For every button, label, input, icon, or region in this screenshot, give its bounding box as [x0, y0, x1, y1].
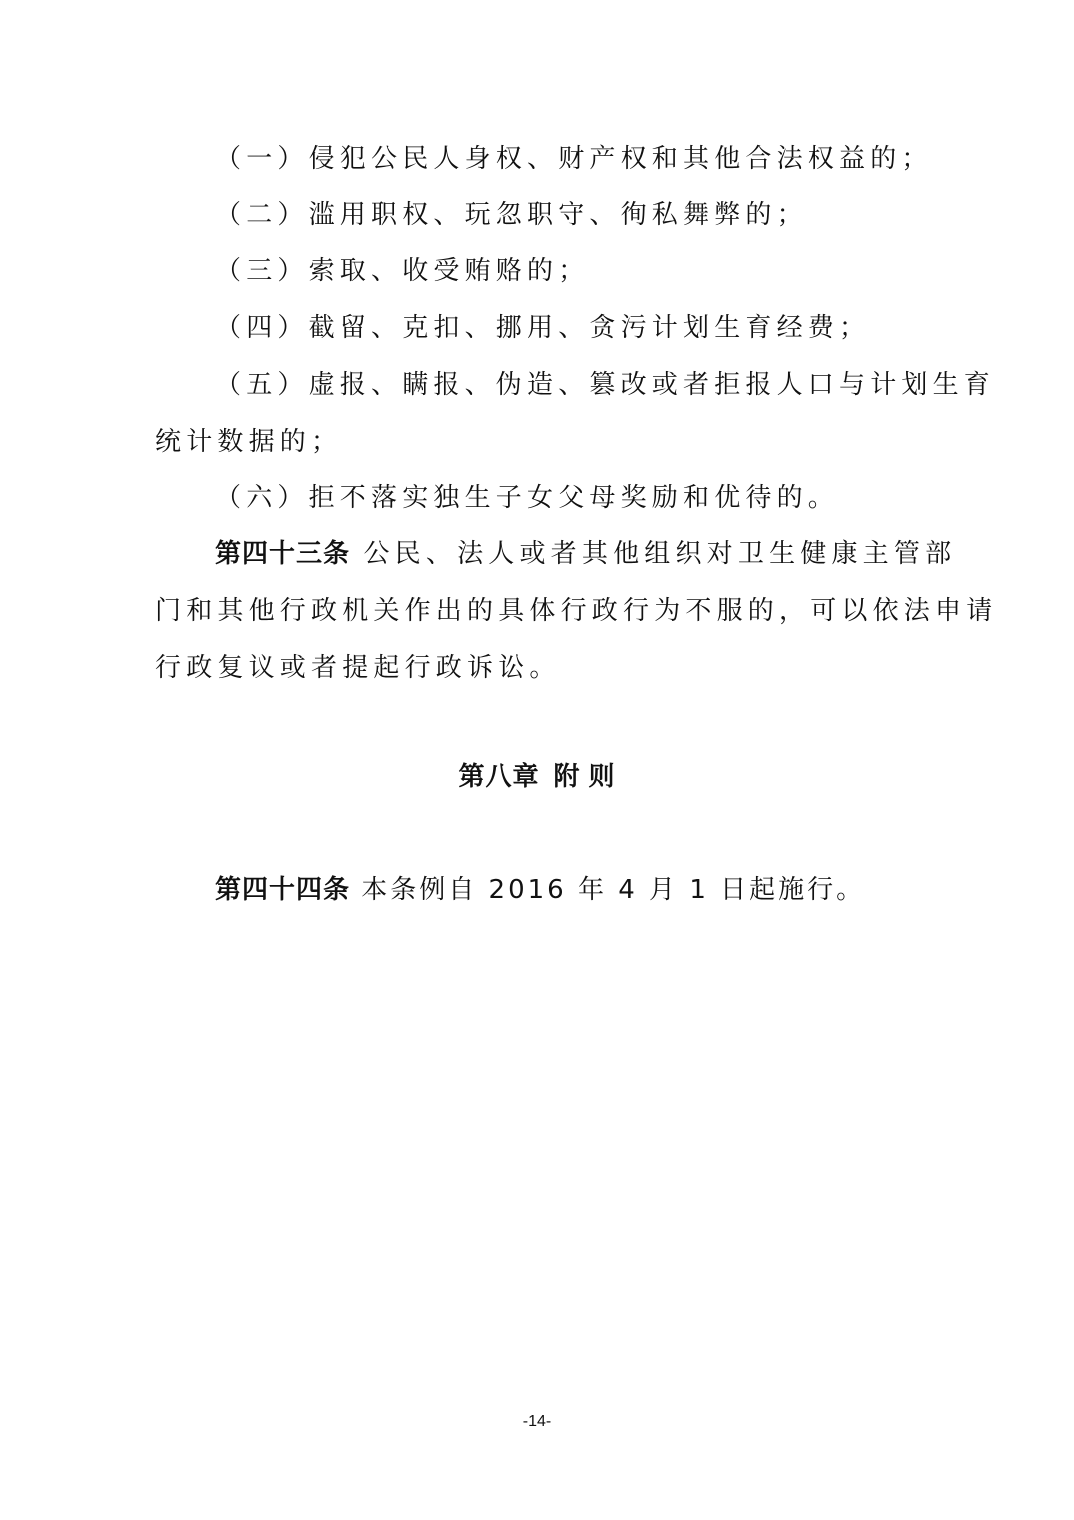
article-43-line: 行政复议或者提起行政诉讼。 — [155, 653, 561, 683]
list-item: （三）索取、收受贿赂的； — [215, 256, 590, 286]
article-43-first-line — [215, 537, 985, 571]
list-item: （四）截留、克扣、挪用、贪污计划生育经费； — [215, 313, 871, 343]
chapter-name-part: 附 — [553, 762, 581, 792]
list-item: （五）虚报、瞒报、伪造、篡改或者拒报人口与计划生育 — [215, 370, 996, 400]
article-44 — [215, 873, 985, 907]
article-43-line: 门和其他行政机关作出的具体行政行为不服的，可以依法申请 — [155, 596, 998, 626]
article-44-title: 第四十四条 — [215, 875, 351, 905]
chapter-number: 第八章 — [458, 762, 540, 792]
list-item: （二）滥用职权、玩忽职守、徇私舞弊的； — [215, 200, 808, 230]
list-item: （一）侵犯公民人身权、财产权和其他合法权益的； — [215, 144, 933, 174]
article-44-text: 本条例自 2016 年 4 月 1 日起施行。 — [361, 875, 866, 905]
chapter-name-part: 则 — [588, 762, 616, 792]
list-item-continuation: 统计数据的； — [155, 427, 343, 457]
article-43-title: 第四十三条 — [215, 539, 351, 569]
article-43-text: 公民、法人或者其他组织对卫生健康主管部 — [363, 539, 957, 569]
list-item: （六）拒不落实独生子女父母奖励和优待的。 — [215, 483, 840, 513]
page-number: -14- — [522, 1413, 552, 1430]
chapter-heading — [0, 760, 1074, 794]
